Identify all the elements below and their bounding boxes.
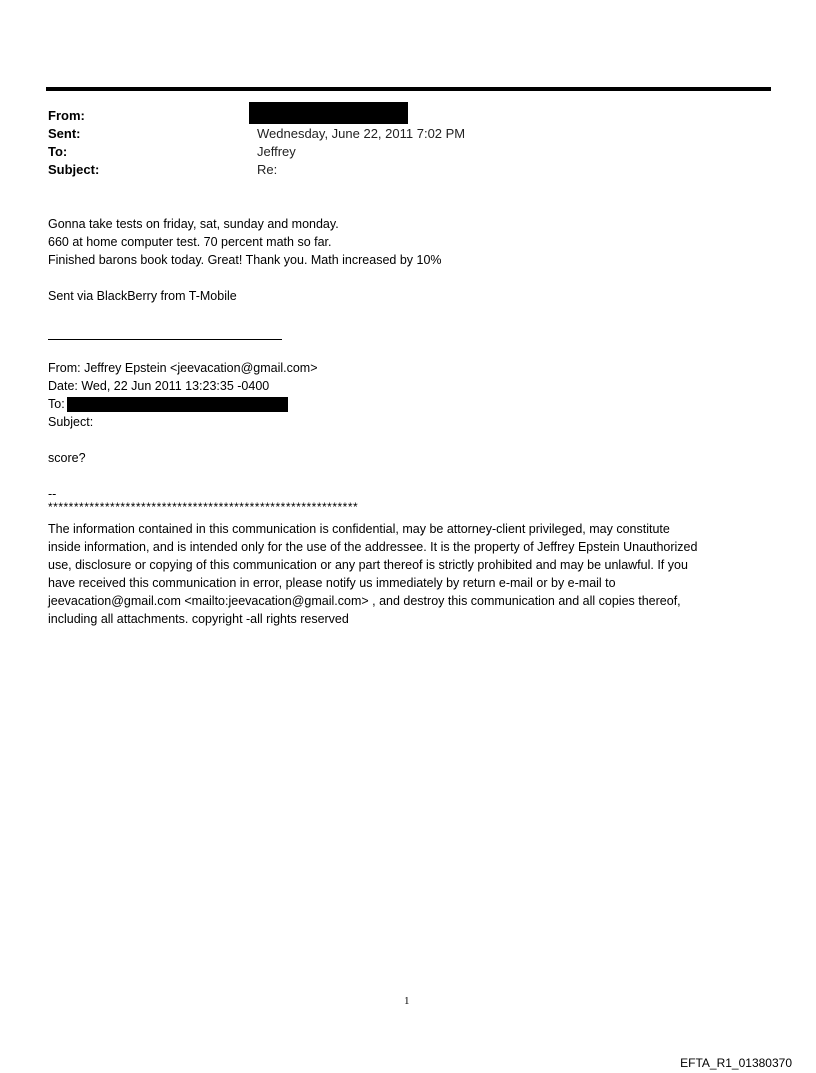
subject-value: Re: [257, 162, 278, 177]
to-value: Jeffrey [257, 144, 296, 159]
page-number: 1 [404, 995, 410, 1007]
disclaimer-line: have received this communication in error, please notify us immediately by return e-mail or by e-mail to [48, 576, 616, 590]
quoted-message: score? [48, 451, 86, 465]
body-line: Gonna take tests on friday, sat, sunday and monday. [48, 217, 339, 231]
signature: Sent via BlackBerry from T-Mobile [48, 289, 237, 303]
body-line: 660 at home computer test. 70 percent math so far. [48, 235, 332, 249]
sig-dashes: -- [48, 487, 57, 501]
quoted-to-label: To: [48, 397, 65, 411]
quoted-header [48, 359, 768, 431]
disclaimer-line: inside information, and is intended only for the use of the addressee. It is the property of Jeffrey Epstein Unauthorized [48, 540, 698, 554]
sent-value: Wednesday, June 22, 2011 7:02 PM [257, 126, 466, 141]
quoted-from: From: Jeffrey Epstein <jeevacation@gmail.com> [48, 361, 318, 375]
disclaimer-line: use, disclosure or copying of this communication or any part thereof is strictly prohibited and may be unlawful. If you [48, 558, 688, 572]
redacted-recipient [67, 397, 288, 412]
quoted-subject: Subject: [48, 415, 94, 429]
disclaimer-line: jeevacation@gmail.com <mailto:jeevacation@gmail.com> , and destroy this communication and all copies thereof, [48, 594, 681, 608]
quoted-date: Date: Wed, 22 Jun 2011 13:23:35 -0400 [48, 379, 270, 393]
redacted-sender [249, 102, 408, 124]
confidentiality-disclaimer [48, 520, 768, 628]
subject-label: Subject: [48, 162, 100, 177]
bates-number: EFTA_R1_01380370 [680, 1056, 792, 1070]
sent-label: Sent: [48, 126, 81, 141]
header-rule [46, 87, 771, 91]
stars-divider: ************************************************************ [48, 500, 359, 514]
body-line: Finished barons book today. Great! Thank you. Math increased by 10% [48, 253, 442, 267]
reply-body [48, 215, 768, 269]
disclaimer-line: The information contained in this communication is confidential, may be attorney-client privileged, may constitute [48, 522, 670, 536]
disclaimer-line: including all attachments. copyright -all rights reserved [48, 612, 349, 626]
quote-separator [48, 339, 282, 340]
to-label: To: [48, 144, 68, 159]
from-label: From: [48, 108, 85, 123]
